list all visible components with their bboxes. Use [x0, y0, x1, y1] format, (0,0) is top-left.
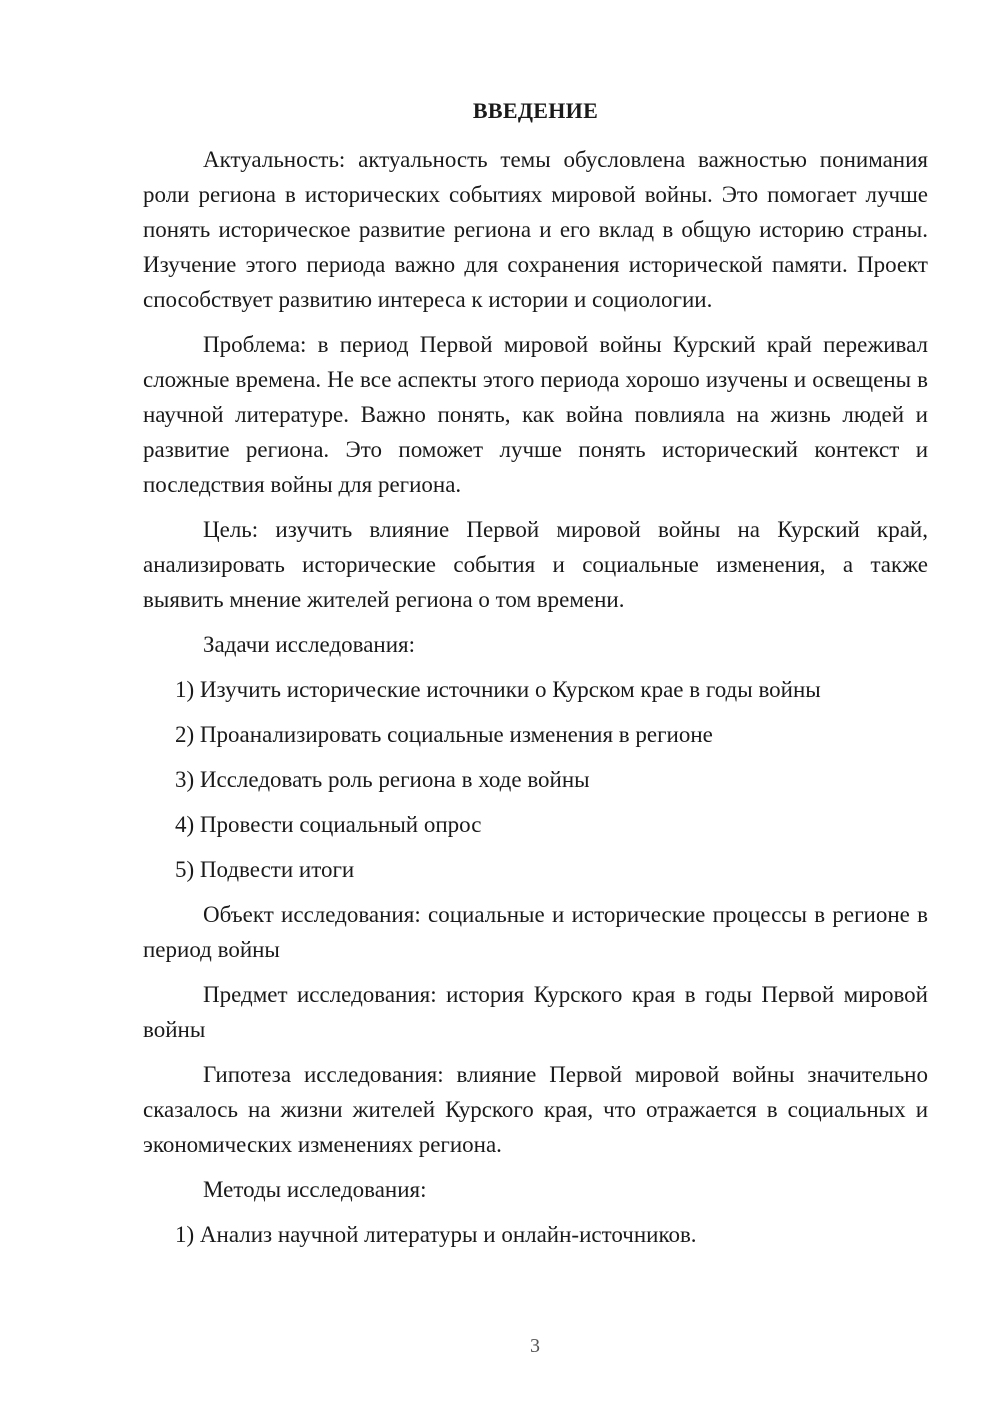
tasks-heading: Задачи исследования:: [203, 632, 416, 657]
problem-paragraph: Проблема: в период Первой мировой войны Курский край переживал сложные времена. Не все аспекты этого периода хорошо изучены и освещены в научной литературе. Важно понять, как война повлияла на жизнь людей и развитие региона. Это поможет лучше понять исторический контекст и последствия войны для региона.: [143, 332, 928, 497]
document-body: [143, 142, 928, 1262]
hypothesis-paragraph: Гипотеза исследования: влияние Первой мировой войны значительно сказалось на жизни жителей Курского края, что отражается в социальных и экономических изменениях региона.: [143, 1062, 928, 1157]
list-item: 2) Проанализировать социальные изменения в регионе: [175, 722, 713, 747]
list-item: 4) Провести социальный опрос: [175, 812, 482, 837]
list-item: 5) Подвести итоги: [175, 857, 355, 882]
page-number: 3: [530, 1335, 540, 1357]
relevance-paragraph: Актуальность: актуальность темы обусловлена важностью понимания роли региона в исторических событиях мировой войны. Это помогает лучше понять историческое развитие региона и его вклад в общую историю страны. Изучение этого периода важно для сохранения исторической памяти. Проект способствует развитию интереса к истории и социологии.: [143, 147, 928, 312]
list-item: 1) Изучить исторические источники о Курском крае в годы войны: [175, 677, 821, 702]
page-title: ВВЕДЕНИЕ: [472, 98, 599, 123]
methods-list: [143, 1217, 928, 1252]
subject-paragraph: Предмет исследования: история Курского края в годы Первой мировой войны: [143, 982, 928, 1042]
object-paragraph: Объект исследования: социальные и исторические процессы в регионе в период войны: [143, 902, 928, 962]
list-item: 1) Анализ научной литературы и онлайн-источников.: [175, 1222, 697, 1247]
list-item: 3) Исследовать роль региона в ходе войны: [175, 767, 590, 792]
goal-paragraph: Цель: изучить влияние Первой мировой войны на Курский край, анализировать исторические события и социальные изменения, а также выявить мнение жителей региона о том времени.: [143, 517, 928, 612]
methods-heading: Методы исследования:: [203, 1177, 427, 1202]
tasks-list: [143, 672, 928, 887]
